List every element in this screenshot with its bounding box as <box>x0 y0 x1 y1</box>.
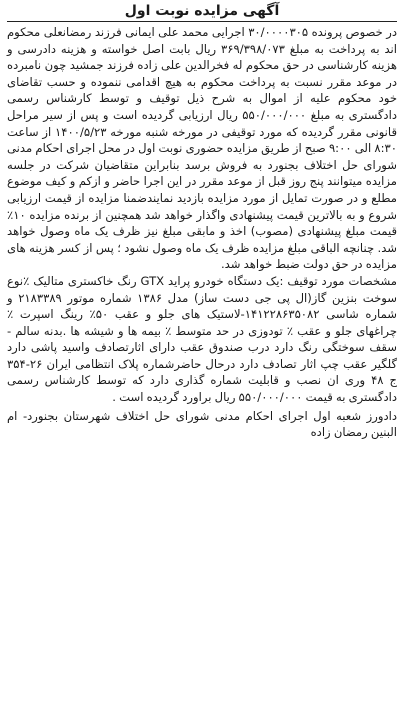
notice-body-paragraph: در خصوص پرونده ۳۰/۰۰۰۰۳۰۵ اجرایی محمد علی ایمانی فرزند رمضانعلی محکوم اند به پرداخت به مبلغ ۳۶۹/۳۹۸/۰۷۳ ریال بابت اصل خواسته و هزینه دادرسی و هزینه کارشناسی در حق محکوم له فخرالدین علی زاده فرزند جمشید چون نامبرده در موعد مقرر نسبت به پرداخت محکوم به هیچ اقدامی ننموده و حسب تقاضای خود محکوم علیه از اموال به شرح ذیل توقیف و توسط کارشناس رسمی دادگستری به مبلغ ۵۵۰/۰۰۰/۰۰۰ ریال ارزیابی گردیده است و پس از سیر مراحل قانونی مقرر گردیده که مورد توقیفی در مورخه شنبه مورخه ۱۴۰۰/۵/۲۳ از ساعت ۸:۳۰ الی ۹:۰۰ صبح از طریق مزایده حضوری نوبت اول در محل اجرای احکام مدنی شورای حل اختلاف بجنورد به فروش برسد بنابراین متقاضیان شرکت در جلسه مزایده میتوانند پنج روز قبل از موعد مقرر در این اجرا حاضر و ازکم و کیف موضوع مطلع و در صورت تمایل از مورد مزایده بازدید نمایندضمنا مزایده از قیمت ارزیابی شروع و به بالاترین قیمت پیشنهادی واگذار خواهد شد همچنین از برنده مزایده ۱۰٪ قیمت مبلغ پیشنهادی (مصوب) اخذ و مابقی مبلغ نیز ظرف یک ماه وصول خواهد شد. چنانچه الباقی مبلغ مزایده ظرف یک ماه وصول نشود ؛ پس از کسر هزینه های مزایده در حق دولت ضبط خواهد شد. <box>7 25 398 272</box>
signature-paragraph: دادورز شعبه اول اجرای احکام مدنی شورای حل اختلاف شهرستان بجنورد- ام البنین رمضان زاده <box>7 408 397 440</box>
seized-item-details-paragraph: مشخصات مورد توقیف :یک دستگاه خودرو پراید GTX رنگ خاکستری متالیک ٪نوع سوخت بنزین گاز(ال پی جی دست ساز) مدل ۱۳۸۶ شماره موتور ۲۱۸۳۳۸۹ و شماره شاسی ۱۴۱۲۲۸۶۳۵۰۸۲-لاستیک های جلو و عقب ۵۰٪ رینگ اسپرت ٪ چراغهای جلو و عقب ٪ تودوزی در حد متوسط ٪ بیمه ها و شیشه ها .بدنه سالم - سقف سوختگی رنگ دارد درب صندوق عقب دارای اثارتصادف واسید پاشی دارد گلگیر عقب چپ اثار تصادف دارد درحال حاضرشماره پلاک انتظامی ایران ۲۶-۳۵۴ ج ۴۸ وری ان نصب و قابلیت شماره گذاری دارد که توسط کارشناس رسمی دادگستری به قیمت ۵۵۰/۰۰۰/۰۰۰ ریال براورد گردیده است . <box>7 273 397 405</box>
legal-notice <box>4 2 400 699</box>
notice-title: آگهی مزایده نوبت اول <box>7 2 397 22</box>
